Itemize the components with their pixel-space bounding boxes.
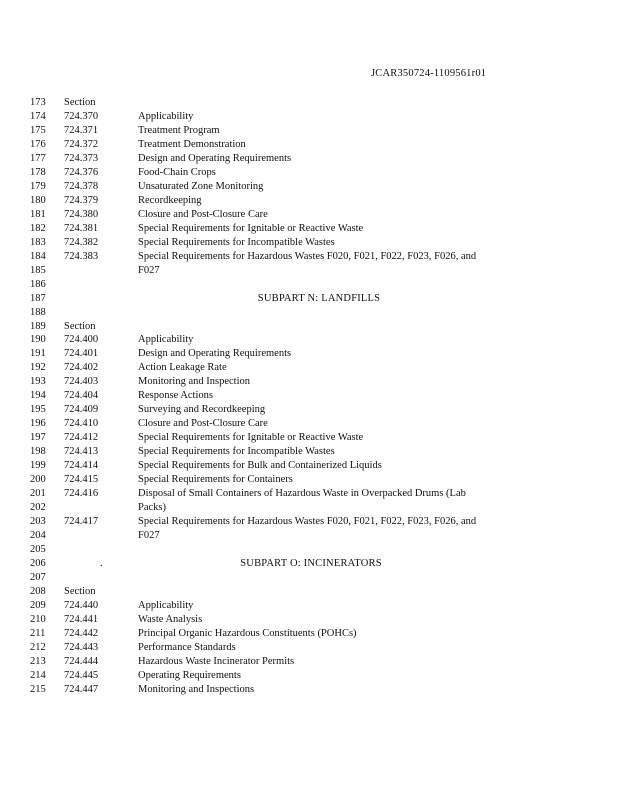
section-title: Special Requirements for Hazardous Wastes F020, F021, F022, F023, F026, and	[138, 250, 477, 262]
document-line	[0, 333, 618, 347]
section-title: Special Requirements for Hazardous Wastes F020, F021, F022, F023, F026, and	[138, 516, 477, 528]
section-number: 724.445	[64, 669, 99, 681]
section-number: 724.370	[64, 110, 99, 122]
line-number: 194	[30, 390, 46, 402]
section-number: 724.412	[64, 432, 99, 444]
line-number: 196	[30, 418, 46, 430]
line-number: 187	[30, 292, 46, 304]
section-number: 724.447	[64, 683, 99, 695]
section-number: 724.440	[64, 599, 99, 611]
section-title: Design and Operating Requirements	[138, 348, 292, 360]
line-number: 178	[30, 166, 46, 178]
section-title: Surveying and Recordkeeping	[138, 404, 266, 416]
line-number: 191	[30, 348, 46, 360]
line-number: 181	[30, 208, 46, 220]
subpart-heading: SUBPART N: LANDFILLS	[257, 292, 381, 304]
section-number: 724.441	[64, 613, 99, 625]
document-line	[0, 180, 618, 194]
document-line	[0, 655, 618, 669]
section-number: 724.381	[64, 222, 99, 234]
line-number: 183	[30, 236, 46, 248]
document-line	[0, 152, 618, 166]
line-number: 213	[30, 655, 46, 667]
section-title: Applicability	[138, 599, 194, 611]
stray-mark: .	[100, 557, 103, 569]
line-number: 206	[30, 557, 46, 569]
line-number: 176	[30, 138, 46, 150]
section-number: Section	[64, 585, 96, 597]
line-number: 204	[30, 530, 46, 542]
section-number: 724.442	[64, 627, 99, 639]
line-number: 177	[30, 152, 46, 164]
document-line	[0, 124, 618, 138]
section-title: Performance Standards	[138, 641, 236, 653]
document-line	[0, 292, 618, 306]
section-number: 724.413	[64, 446, 99, 458]
document-line	[0, 250, 618, 264]
section-title: Disposal of Small Containers of Hazardous Waste in Overpacked Drums (Lab	[138, 488, 466, 500]
section-number: 724.382	[64, 236, 99, 248]
document-line	[0, 278, 618, 292]
document-line	[0, 487, 618, 501]
section-number: 724.371	[64, 124, 99, 136]
document-line	[0, 501, 618, 515]
section-title: Special Requirements for Containers	[138, 474, 293, 486]
line-number: 214	[30, 669, 46, 681]
document-line	[0, 599, 618, 613]
section-number: 724.414	[64, 460, 99, 472]
section-title: F027	[138, 530, 160, 542]
section-title: Treatment Demonstration	[138, 138, 246, 150]
section-number: 724.409	[64, 404, 99, 416]
section-title: Special Requirements for Ignitable or Reactive Waste	[138, 222, 364, 234]
document-line	[0, 571, 618, 585]
section-number: 724.404	[64, 390, 99, 402]
document-line	[0, 669, 618, 683]
document-line	[0, 543, 618, 557]
document-line	[0, 557, 618, 571]
line-number: 184	[30, 250, 46, 262]
line-number: 198	[30, 446, 46, 458]
document-line	[0, 320, 618, 334]
section-number: 724.372	[64, 138, 99, 150]
line-number: 193	[30, 376, 46, 388]
section-number: 724.415	[64, 474, 99, 486]
section-title: Special Requirements for Ignitable or Reactive Waste	[138, 432, 364, 444]
line-number: 203	[30, 516, 46, 528]
document-line	[0, 683, 618, 697]
document-line	[0, 431, 618, 445]
line-number: 211	[30, 627, 46, 639]
document-line	[0, 208, 618, 222]
document-line	[0, 347, 618, 361]
section-title: F027	[138, 264, 160, 276]
document-body	[0, 96, 618, 697]
document-line	[0, 417, 618, 431]
section-title: Operating Requirements	[138, 669, 241, 681]
section-title: Unsaturated Zone Monitoring	[138, 180, 264, 192]
section-title: Design and Operating Requirements	[138, 152, 292, 164]
document-line	[0, 473, 618, 487]
section-number: 724.402	[64, 362, 99, 374]
document-line	[0, 515, 618, 529]
section-title: Applicability	[138, 334, 194, 346]
section-number: 724.383	[64, 250, 99, 262]
document-line	[0, 389, 618, 403]
line-number: 174	[30, 110, 46, 122]
section-number: 724.379	[64, 194, 99, 206]
section-title: Closure and Post-Closure Care	[138, 418, 268, 430]
line-number: 199	[30, 460, 46, 472]
section-number: Section	[64, 320, 96, 332]
section-title: Monitoring and Inspection	[138, 376, 250, 388]
line-number: 188	[30, 306, 46, 318]
section-number: 724.403	[64, 376, 99, 388]
section-title: Applicability	[138, 110, 194, 122]
section-title: Waste Analysis	[138, 613, 203, 625]
line-number: 200	[30, 474, 46, 486]
section-title: Packs)	[138, 502, 166, 514]
document-line	[0, 445, 618, 459]
line-number: 192	[30, 362, 46, 374]
section-number: 724.401	[64, 348, 99, 360]
subpart-heading: SUBPART O: INCINERATORS	[240, 557, 382, 569]
line-number: 209	[30, 599, 46, 611]
line-number: 173	[30, 97, 46, 108]
section-number: 724.444	[64, 655, 99, 667]
line-number: 185	[30, 264, 46, 276]
section-number: 724.417	[64, 516, 99, 528]
section-title: Closure and Post-Closure Care	[138, 208, 268, 220]
section-number: 724.380	[64, 208, 99, 220]
section-title: Response Actions	[138, 390, 213, 402]
document-line	[0, 459, 618, 473]
section-title: Action Leakage Rate	[138, 362, 227, 374]
line-number: 182	[30, 222, 46, 234]
document-line	[0, 306, 618, 320]
line-number: 205	[30, 544, 46, 555]
document-line	[0, 641, 618, 655]
document-line	[0, 222, 618, 236]
section-title: Special Requirements for Bulk and Containerized Liquids	[138, 460, 382, 472]
document-line	[0, 529, 618, 543]
line-number: 175	[30, 124, 46, 136]
document-line	[0, 613, 618, 627]
section-title: Food-Chain Crops	[138, 166, 216, 178]
document-line	[0, 96, 618, 110]
line-number: 212	[30, 641, 46, 653]
document-line	[0, 264, 618, 278]
section-number: Section	[64, 97, 96, 108]
section-number: 724.376	[64, 166, 99, 178]
line-number: 215	[30, 683, 46, 695]
section-number: 724.410	[64, 418, 99, 430]
document-line	[0, 194, 618, 208]
line-number: 180	[30, 194, 46, 206]
document-line	[0, 138, 618, 152]
section-title: Principal Organic Hazardous Constituents (POHCs)	[138, 627, 357, 639]
line-number: 201	[30, 488, 46, 500]
document-line	[0, 627, 618, 641]
line-number: 210	[30, 613, 46, 625]
line-number: 207	[30, 571, 46, 583]
line-number: 189	[30, 320, 46, 332]
document-line	[0, 361, 618, 375]
section-title: Monitoring and Inspections	[138, 683, 255, 695]
line-number: 190	[30, 334, 46, 346]
section-title: Recordkeeping	[138, 194, 202, 206]
document-line	[0, 110, 618, 124]
section-title: Hazardous Waste Incinerator Permits	[138, 655, 295, 667]
document-line	[0, 236, 618, 250]
line-number: 202	[30, 502, 46, 514]
line-number: 186	[30, 278, 46, 290]
line-number: 195	[30, 404, 46, 416]
section-number: 724.373	[64, 152, 99, 164]
section-number: 724.400	[64, 334, 99, 346]
line-number: 208	[30, 585, 46, 597]
section-title: Treatment Program	[138, 124, 220, 136]
section-title: Special Requirements for Incompatible Wastes	[138, 446, 335, 458]
line-number: 197	[30, 432, 46, 444]
section-number: 724.443	[64, 641, 99, 653]
section-number: 724.378	[64, 180, 99, 192]
document-id: JCAR350724-1109561r01	[371, 68, 487, 79]
section-title: Special Requirements for Incompatible Wastes	[138, 236, 335, 248]
line-number: 179	[30, 180, 46, 192]
document-line	[0, 585, 618, 599]
document-line	[0, 166, 618, 180]
section-number: 724.416	[64, 488, 99, 500]
document-line	[0, 375, 618, 389]
document-line	[0, 403, 618, 417]
